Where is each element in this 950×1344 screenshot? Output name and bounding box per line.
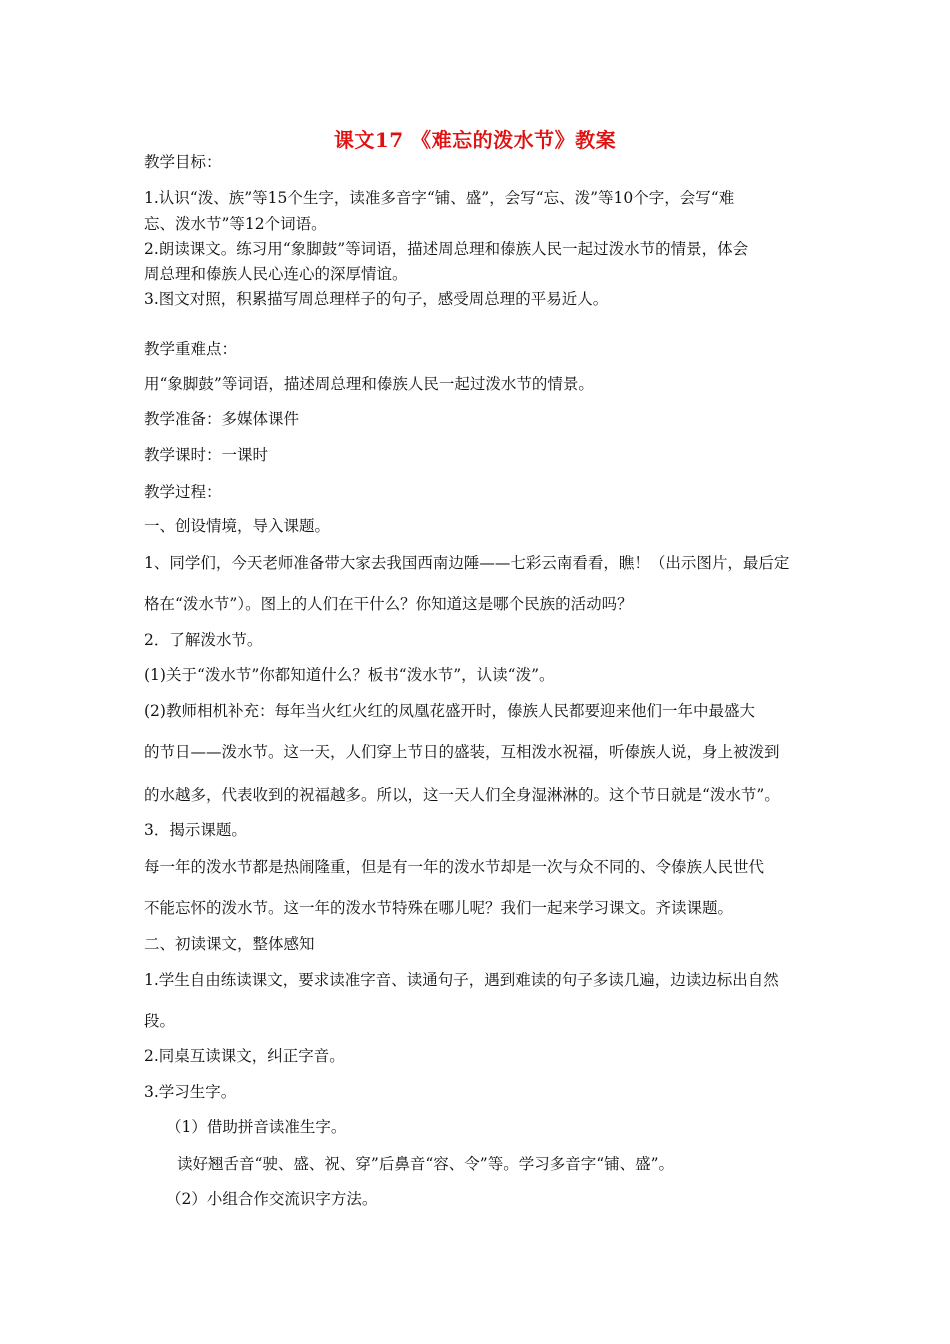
text-line: 的节日——泼水节。这一天，人们穿上节日的盛装，互相泼水祝福，听傣族人说，身上被泼到 — [144, 743, 780, 761]
text-line: 忘、泼水节”等12个词语。 — [144, 215, 327, 233]
text-line: 2.同桌互读课文，纠正字音。 — [144, 1047, 345, 1065]
text-line: 1.认识“泼、族”等15个生字，读准多音字“铺、盛”，会写“忘、泼”等10个字，会写“难 — [144, 189, 735, 207]
text-line: 1.学生自由练读课文，要求读准字音、读通句子，遇到难读的句子多读几遍，边读边标出自然 — [144, 971, 779, 989]
text-line: 格在“泼水节”）。图上的人们在干什么？你知道这是哪个民族的活动吗？ — [144, 595, 633, 613]
text-line: 读好翘舌音“驶、盛、祝、穿”后鼻音“容、令”等。学习多音字“铺、盛”。 — [177, 1155, 675, 1173]
text-line: (1)关于“泼水节”你都知道什么？板书“泼水节”，认读“泼”。 — [144, 666, 555, 684]
text-line: 3．揭示课题。 — [144, 821, 247, 839]
text-line: 段。 — [144, 1012, 176, 1030]
text-line: 周总理和傣族人民心连心的深厚情谊。 — [144, 265, 408, 283]
text-line: 3.学习生字。 — [144, 1083, 237, 1101]
text-line: 的水越多，代表收到的祝福越多。所以，这一天人们全身湿淋淋的。这个节日就是“泼水节”。 — [144, 786, 780, 804]
text-line: 2．了解泼水节。 — [144, 631, 263, 649]
text-line: 教学准备：多媒体课件 — [144, 410, 300, 428]
text-line: （2）小组合作交流识字方法。 — [166, 1190, 378, 1208]
text-line: 一、创设情境，导入课题。 — [144, 517, 331, 535]
text-line: 用“象脚鼓”等词语，描述周总理和傣族人民一起过泼水节的情景。 — [144, 375, 594, 393]
text-line: 教学目标： — [144, 153, 222, 171]
text-line: 1、同学们，今天老师准备带大家去我国西南边陲——七彩云南看看，瞧！（出示图片，最后定 — [144, 554, 790, 572]
text-line: (2)教师相机补充：每年当火红火红的凤凰花盛开时，傣族人民都要迎来他们一年中最盛大 — [144, 702, 755, 720]
section-heading: 教学重难点： — [144, 340, 238, 358]
text-line: 每一年的泼水节都是热闹隆重，但是有一年的泼水节却是一次与众不同的、令傣族人民世代 — [144, 858, 765, 876]
section-heading: 教学过程： — [144, 483, 222, 501]
document-title: 课文17 《难忘的泼水节》教案 — [333, 128, 617, 152]
text-line: 不能忘怀的泼水节。这一年的泼水节特殊在哪儿呢？我们一起来学习课文。齐读课题。 — [144, 899, 734, 917]
text-line: 教学课时：一课时 — [144, 446, 269, 464]
text-line: （1）借助拼音读准生字。 — [166, 1118, 347, 1136]
text-line: 3.图文对照，积累描写周总理样子的句子，感受周总理的平易近人。 — [144, 290, 609, 308]
section-heading: 二、初读课文，整体感知 — [144, 935, 315, 953]
text-line: 2.朗读课文。练习用“象脚鼓”等词语，描述周总理和傣族人民一起过泼水节的情景，体会 — [144, 240, 749, 258]
